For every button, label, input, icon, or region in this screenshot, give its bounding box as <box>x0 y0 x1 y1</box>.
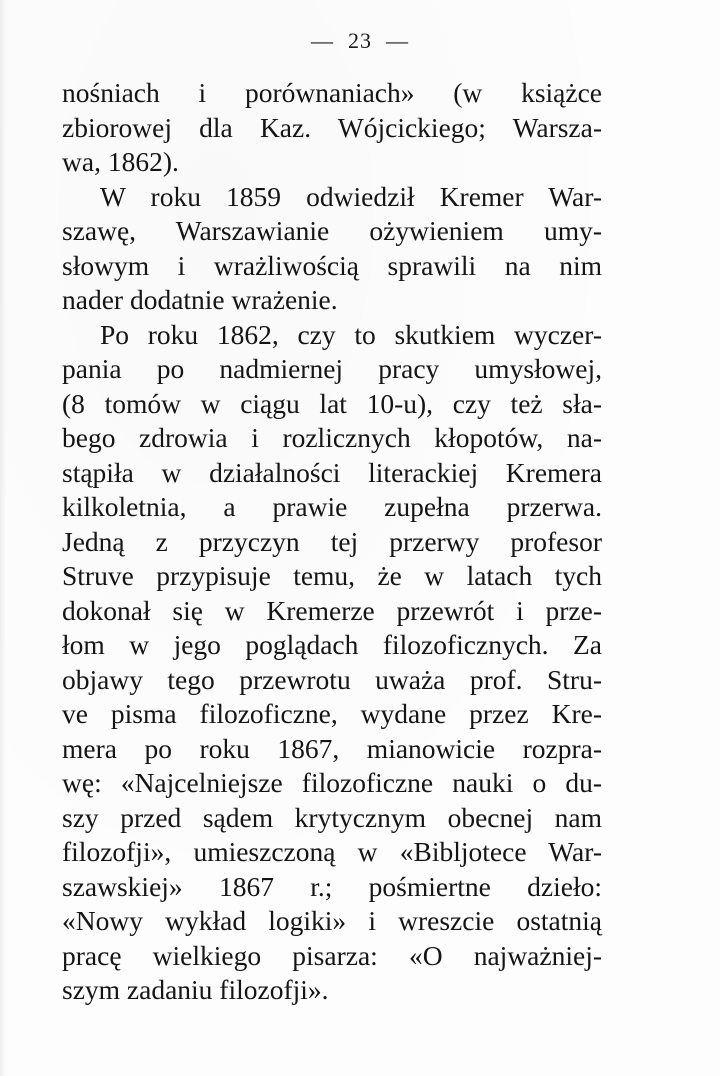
text-line: nader dodatnie wrażenie. <box>62 284 338 315</box>
page-body-text <box>62 76 602 1008</box>
text-line: pania po nadmiernej pracy umysłowej, <box>62 353 602 384</box>
page-number-header <box>0 28 720 54</box>
text-line: filozofji», umieszczoną w «Bibljotece War- <box>62 836 602 867</box>
text-line: szawę, Warszawianie ożywieniem umy- <box>62 215 602 246</box>
text-line: stąpiła w działalności literackiej Kremera <box>62 456 602 488</box>
text-line: zbiorowej dla Kaz. Wójcickiego; Warsza- <box>62 111 602 143</box>
text-line: kilkoletnia, a prawie zupełna przerwa. <box>62 491 602 522</box>
text-line: ve pisma filozoficzne, wydane przez Kre- <box>62 698 602 729</box>
text-line: szy przed sądem krytycznym obecnej nam <box>62 801 602 833</box>
paragraph-start-line: Po roku 1862, czy to skutkiem wyczer- <box>100 318 602 350</box>
page-number: 23 <box>348 28 372 53</box>
page-number-dash-right: — <box>386 28 409 53</box>
text-line: Struve przypisuje temu, że w latach tych <box>62 560 602 591</box>
text-line: szym zadaniu filozofji». <box>62 974 329 1005</box>
text-line: bego zdrowia i rozlicznych kłopotów, na- <box>62 422 602 453</box>
text-line: objawy tego przewrotu uważa prof. Stru- <box>62 663 602 695</box>
text-line: szawskiej» 1867 r.; pośmiertne dzieło: <box>62 870 602 902</box>
text-line: «Nowy wykład logiki» i wreszcie ostatnią <box>62 905 602 936</box>
text-line: mera po roku 1867, mianowicie rozpra- <box>62 732 602 764</box>
text-line: nośniach i porównaniach» (w książce <box>62 77 602 108</box>
text-line: wę: «Najcelniejsze filozoficzne nauki o du- <box>62 767 602 798</box>
text-line: pracę wielkiego pisarza: «O najważniej- <box>62 939 602 971</box>
text-line: (8 tomów w ciągu lat 10-u), czy też sła- <box>62 387 602 419</box>
page-gutter-shadow <box>0 0 6 1076</box>
text-line: wa, 1862). <box>62 146 179 177</box>
paragraph-start-line: W roku 1859 odwiedził Kremer War- <box>100 180 602 212</box>
text-line: Jedną z przyczyn tej przerwy profesor <box>62 525 602 557</box>
page-number-dash-left: — <box>311 28 334 53</box>
text-line: słowym i wrażliwością sprawili na nim <box>62 249 602 281</box>
text-line: łom w jego poglądach filozoficznych. Za <box>62 629 602 660</box>
text-line: dokonał się w Kremerze przewrót i prze- <box>62 594 602 626</box>
